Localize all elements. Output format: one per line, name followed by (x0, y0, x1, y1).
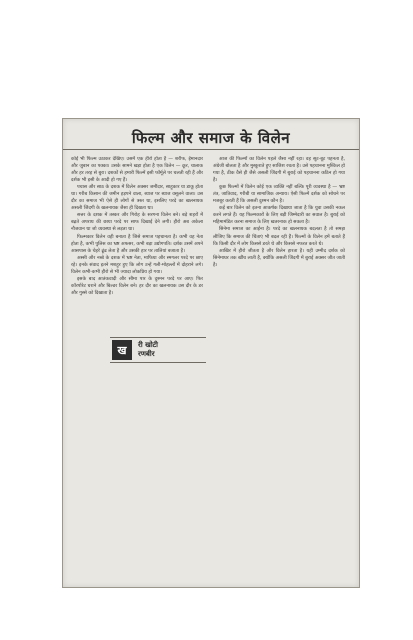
author-byline (110, 337, 206, 363)
article-paragraph: कुछ फिल्मों में विलेन कोई एक व्यक्ति नहीं बल्कि पूरी व्यवस्था है — भ्रष्ट तंत्र, जातिवाद, गरीबी या सामाजिक अन्याय। ऐसी फिल्में दर्शक को सोचने पर मजबूर करती हैं कि असली दुश्मन कौन है। (213, 185, 345, 205)
article-column-right (213, 156, 345, 580)
article-paragraph: अस्सी और नब्बे के दशक में भ्रष्ट नेता, माफिया और स्मगलर परदे पर छाए रहे। इनके संवाद इतने मशहूर हुए कि लोग उन्हें गली-मोहल्लों में दोहराने लगे। विलेन कभी-कभी हीरो से भी ज्यादा लोकप्रिय हो गया। (71, 255, 203, 275)
author-name-line1: री खोटी (138, 341, 158, 349)
article-paragraph: फिल्मकार विलेन वही बनाता है जिसे समाज पहचानता है। कभी वह नेता होता है, कभी पुलिस का भ्रष्ट अफसर, कभी बड़ा उद्योगपति। दर्शक उसमें अपने आसपास के चेहरे ढूंढ लेता है और उसकी हार पर तालियां बजाता है। (71, 234, 203, 254)
column-logo: ख (112, 340, 132, 360)
article-paragraph: कई बार विलेन को इतना आकर्षक दिखाया जाता है कि युवा उसकी नकल करने लगते हैं। यह फिल्मकारों के लिए बड़ी जिम्मेदारी का सवाल है। बुराई को महिमामंडित करना समाज के लिए खतरनाक हो सकता है। (213, 206, 345, 226)
article-headline: फिल्म और समाज के विलेन (131, 129, 291, 147)
article-paragraph: आज की फिल्मों का विलेन पहले जैसा नहीं रहा। वह सूट-बूट पहनता है, अंग्रेजी बोलता है और मुस्कुराते हुए साजिश रचता है। उसे पहचानना मुश्किल हो गया है, ठीक वैसे ही जैसे असली जिंदगी में बुराई को पहचानना कठिन हो गया है। (213, 157, 345, 184)
article-paragraph: आखिर में हीरो जीतता है और विलेन हारता है। यही उम्मीद दर्शक को सिनेमाघर तक खींच लाती है, क्योंकि असली जिंदगी में बुराई अक्सर जीत जाती है। (213, 248, 345, 268)
article-paragraph: सत्तर के दशक में तस्कर और गिरोह के सरगना विलेन बने। बड़े शहरों में बढ़ते अपराध की छाया परदे पर साफ दिखाई देने लगी। हीरो अब अकेला नौजवान था जो व्यवस्था से लड़ता था। (71, 213, 203, 233)
article-paragraph: कोई भी फिल्म उठाकर देखिए। उसमें एक हीरो होता है — शरीफ, ईमानदार और जुबान का पक्का। उसके सामने खड़ा होता है एक विलेन — क्रूर, चालाक और हर तरह से बुरा। दशकों से हमारी फिल्में इसी फॉर्मूले पर चलती रही हैं और दर्शक भी इसी के आदी हो गए हैं। (71, 157, 203, 184)
author-name-line2: रणबीर (138, 350, 155, 358)
article-column-left (71, 156, 203, 580)
newspaper-clipping (62, 118, 360, 588)
author-name (138, 341, 158, 359)
article-paragraph: पचास और साठ के दशक में विलेन अक्सर जमींदार, साहूकार या डाकू होता था। गरीब किसान की जमीन हड़पने वाला, ब्याज पर ब्याज वसूलने वाला। उस दौर का समाज भी ऐसे ही लोगों से त्रस्त था, इसलिए परदे का खलनायक असली जिंदगी के खलनायक जैसा ही दिखता था। (71, 185, 203, 212)
article-paragraph: इसके बाद आतंकवादी और सीमा पार के दुश्मन परदे पर आए। फिर कॉरपोरेट घराने और बिल्डर विलेन बने। हर दौर का खलनायक उस दौर के डर और गुस्से को दिखाता है। (71, 276, 203, 296)
article-paragraph: सिनेमा समाज का आईना है। परदे का खलनायक बदलता है तो समझ लीजिए कि समाज की चिंताएं भी बदल रही हैं। फिल्मों के विलेन हमें बताते हैं कि किसी दौर में लोग किससे डरते थे और किससे नफरत करते थे। (213, 227, 345, 247)
headline-divider (63, 149, 359, 150)
